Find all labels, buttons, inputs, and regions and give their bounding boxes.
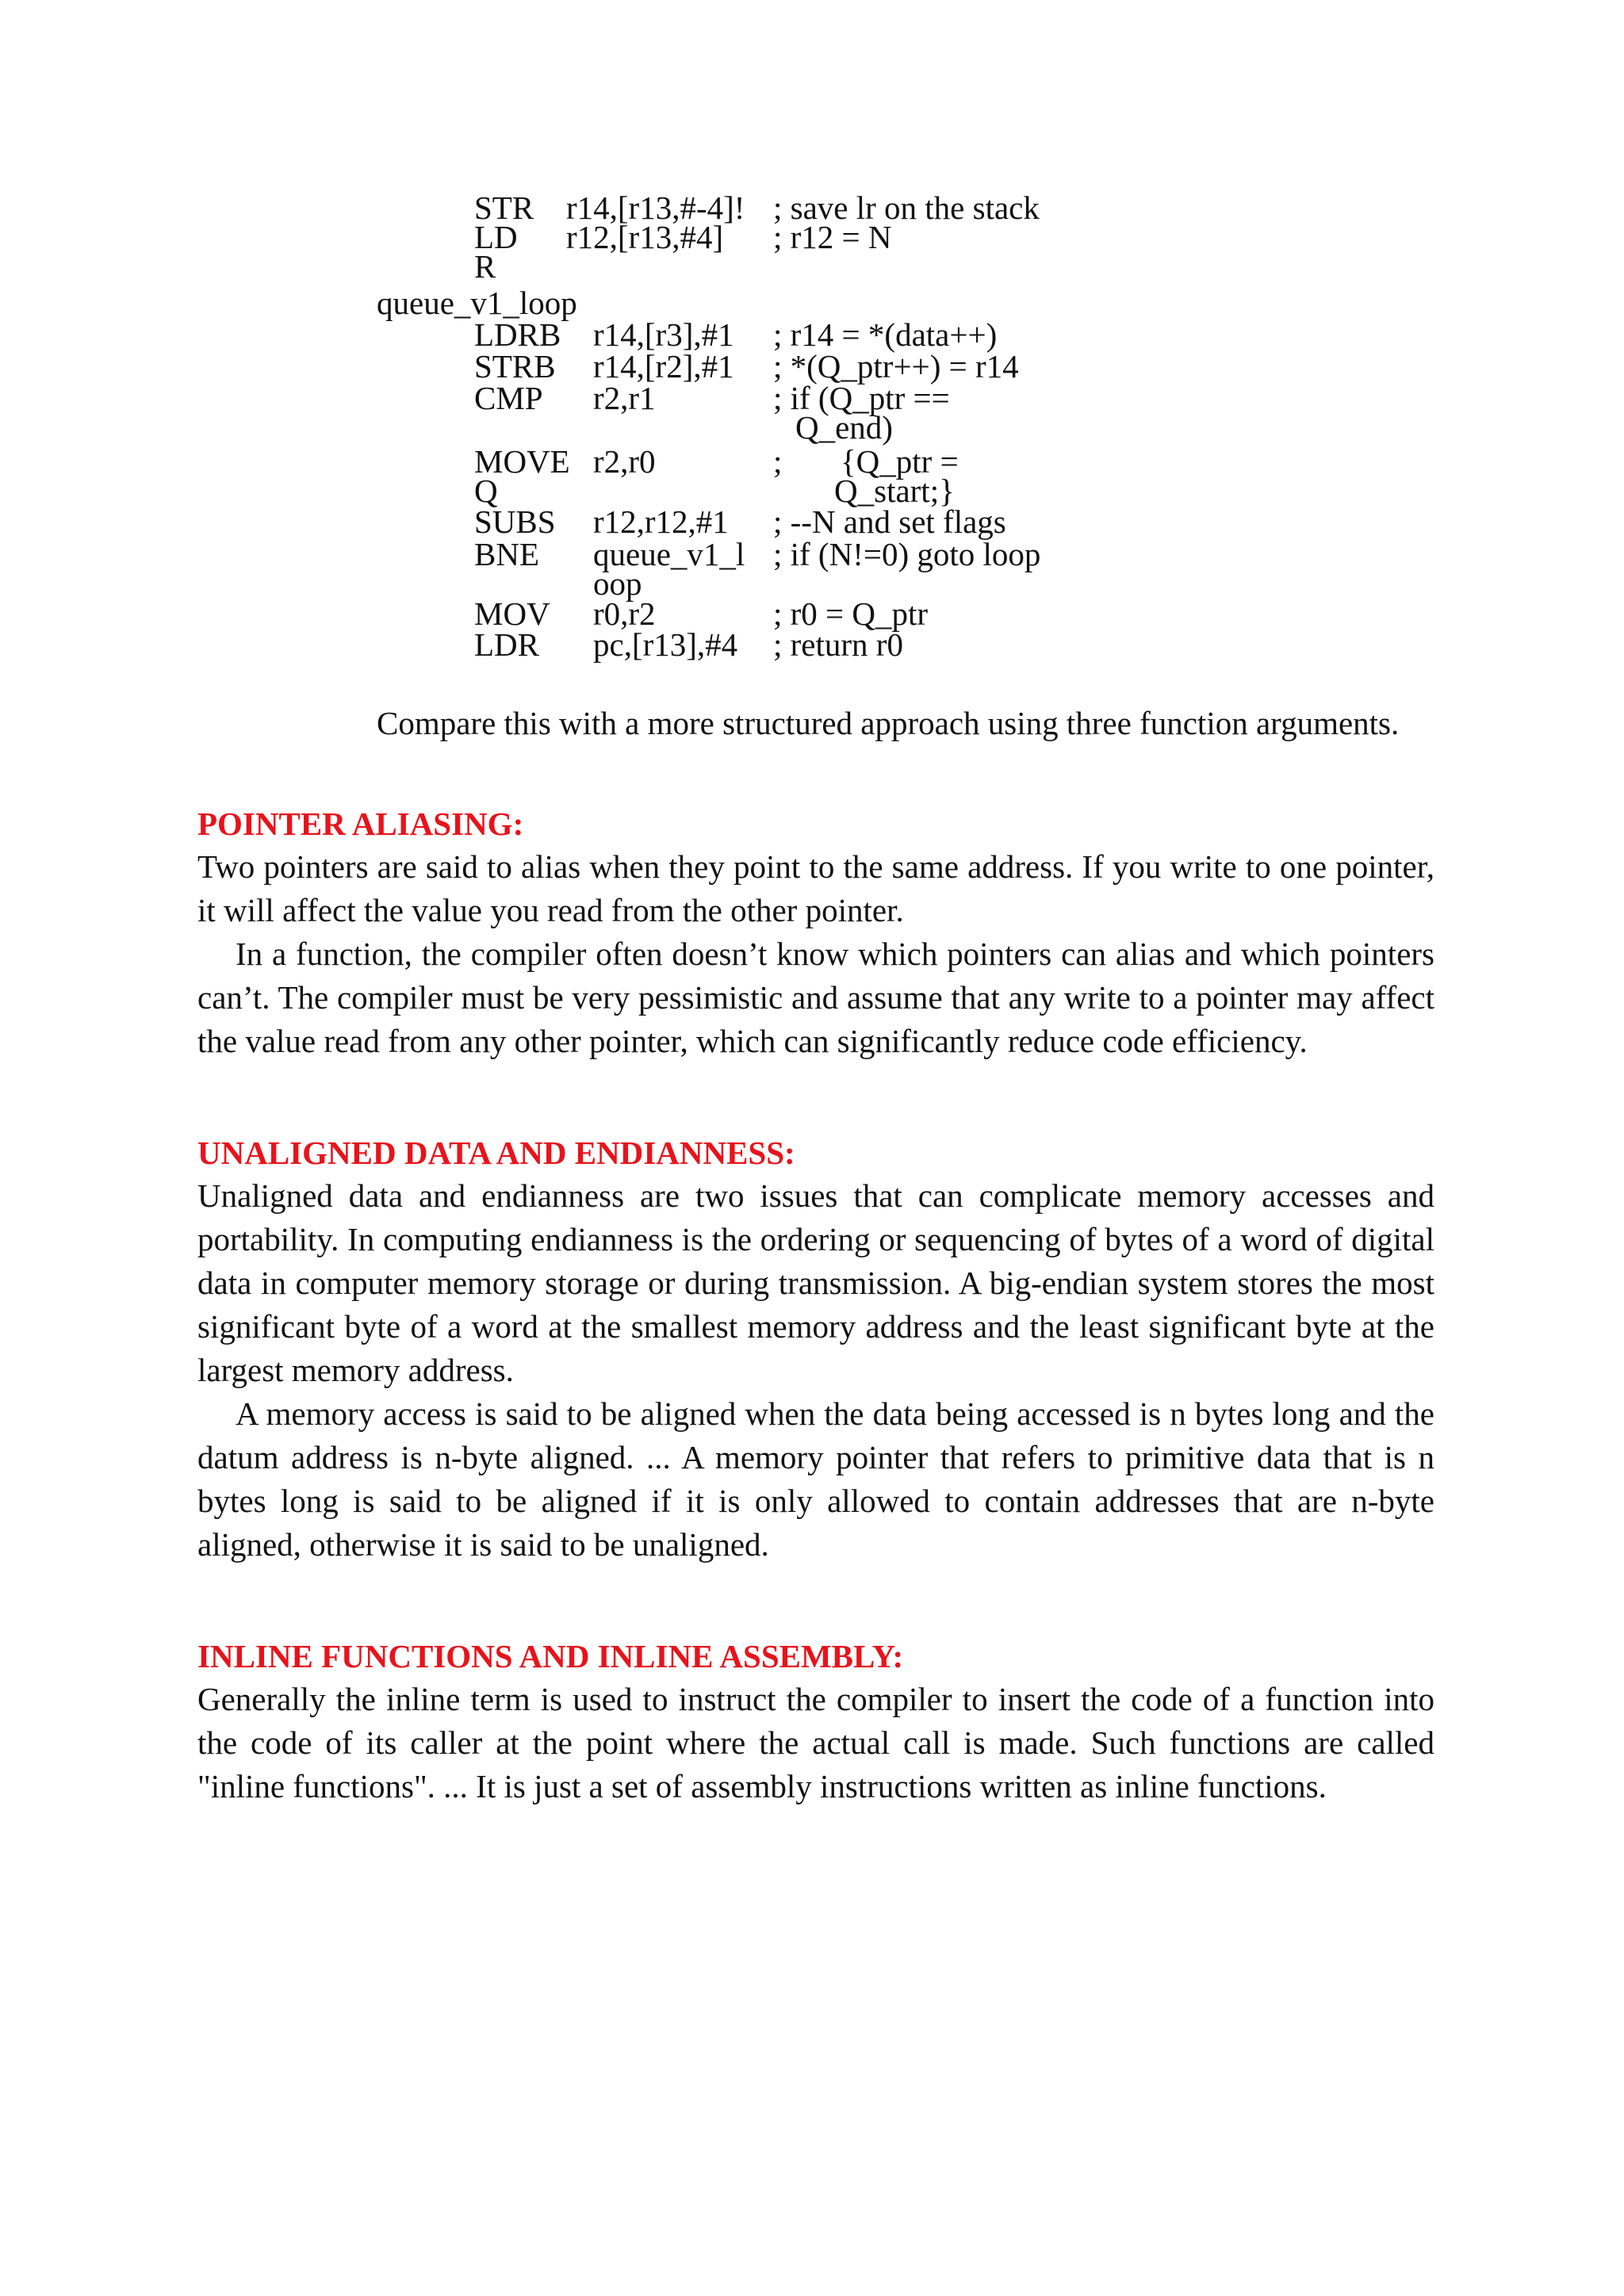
code-label: queue_v1_loop: [377, 285, 577, 321]
code-comment: ; return r0: [773, 626, 903, 663]
code-opcode: LD: [474, 219, 518, 255]
code-operands: r14,[r2],#1: [593, 348, 734, 385]
code-comment: ; --N and set flags: [773, 503, 1006, 540]
code-operands: r2,r1: [593, 380, 656, 416]
code-opcode: MOVE: [474, 443, 570, 480]
code-operands: queue_v1_l: [593, 536, 745, 572]
code-opcode: SUBS: [474, 503, 556, 540]
code-comment: ; r0 = Q_ptr: [773, 595, 929, 632]
paragraph: In a function, the compiler often doesn’t know which pointers can alias and which pointers can’t. The compiler must be very pessimistic and assume that any write to a pointer may affect the value read from any other pointer, which can significantly reduce code efficiency.: [197, 936, 1434, 1059]
section-heading-inline-functions: INLINE FUNCTIONS AND INLINE ASSEMBLY:: [197, 1638, 904, 1674]
intro-sentence: Compare this with a more structured approach using three function arguments.: [377, 705, 1400, 741]
code-comment: ; save lr on the stack: [773, 189, 1040, 226]
code-comment: ; if (N!=0) goto loop: [773, 536, 1041, 572]
code-operands: r12,r12,#1: [593, 503, 729, 540]
code-comment: ;: [773, 443, 783, 480]
code-opcode-wrap: Q: [474, 473, 498, 509]
code-operands: pc,[r13],#4: [593, 626, 738, 663]
code-comment: ; if (Q_ptr ==: [773, 380, 950, 416]
paragraph: A memory access is said to be aligned when the data being accessed is n bytes long and the datum address is n-byte aligned. ... A memory pointer that refers to primitive data that is n bytes long is said to be aligned if it is only allowed to contain addresses that are n-byte aligned, otherwise it is said to be unaligned.: [197, 1395, 1434, 1563]
code-comment-continued: {Q_ptr =: [841, 443, 959, 480]
code-comment: ; r12 = N: [773, 219, 892, 255]
code-operands: r12,[r13,#4]: [566, 219, 724, 255]
code-opcode: CMP: [474, 380, 543, 416]
code-comment-wrap: Q_start;}: [834, 473, 955, 509]
code-opcode: LDR: [474, 626, 539, 663]
code-comment-wrap: Q_end): [795, 409, 893, 446]
code-operands-wrap: oop: [593, 565, 642, 602]
section-heading-unaligned-data: UNALIGNED DATA AND ENDIANNESS:: [197, 1135, 795, 1171]
code-opcode: MOV: [474, 595, 550, 632]
paragraph: Generally the inline term is used to instruct the compiler to insert the code of a function into the code of its caller at the point where the actual call is made. Such functions are called "inline functions". ... It is just a set of assembly instructions written as inline functions.: [197, 1681, 1434, 1804]
code-opcode: STRB: [474, 348, 556, 385]
code-operands: r14,[r3],#1: [593, 316, 734, 353]
code-opcode: BNE: [474, 536, 539, 572]
code-comment: ; r14 = *(data++): [773, 316, 998, 353]
paragraph: Unaligned data and endianness are two issues that can complicate memory accesses and portability. In computing endianness is the ordering or sequencing of bytes of a word of digital data in computer memory storage or during transmission. A big-endian system stores the most significant byte of a word at the smallest memory address and the least significant byte at the largest memory address.: [197, 1177, 1434, 1388]
section-heading-pointer-aliasing: POINTER ALIASING:: [197, 806, 524, 842]
code-operands: r14,[r13,#-4]!: [566, 189, 745, 226]
code-opcode-wrap: R: [474, 248, 496, 285]
code-operands: r2,r0: [593, 443, 656, 480]
code-opcode: STR: [474, 189, 534, 226]
code-opcode: LDRB: [474, 316, 561, 353]
code-comment: ; *(Q_ptr++) = r14: [773, 348, 1019, 385]
paragraph: Two pointers are said to alias when they point to the same address. If you write to one pointer, it will affect the value you read from the other pointer.: [197, 848, 1434, 928]
code-operands: r0,r2: [593, 595, 656, 632]
